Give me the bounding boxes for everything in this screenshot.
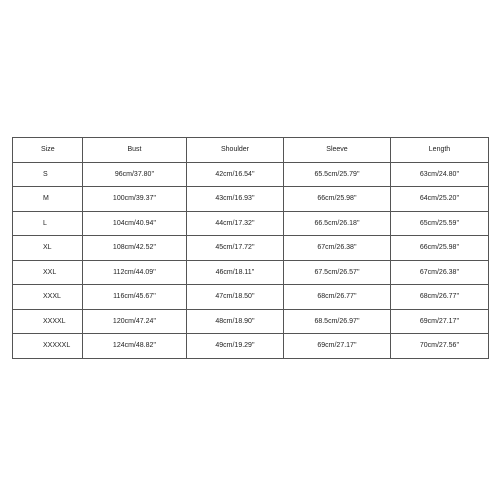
sleeve-cell: 68cm/26.77'' [284,285,391,310]
size-cell: XXXXXL [13,334,83,359]
length-cell: 68cm/26.77'' [391,285,489,310]
shoulder-cell: 45cm/17.72'' [187,236,284,261]
sleeve-cell: 67.5cm/26.57'' [284,260,391,285]
shoulder-cell: 46cm/18.11'' [187,260,284,285]
header-size: Size [13,138,83,163]
header-sleeve: Sleeve [284,138,391,163]
bust-cell: 104cm/40.94'' [83,211,187,236]
size-cell: XXXXL [13,309,83,334]
size-chart-table [12,137,489,359]
length-cell: 63cm/24.80'' [391,162,489,187]
shoulder-cell: 42cm/16.54'' [187,162,284,187]
shoulder-cell: 48cm/18.90'' [187,309,284,334]
length-cell: 67cm/26.38'' [391,260,489,285]
shoulder-cell: 49cm/19.29'' [187,334,284,359]
size-cell: XXXL [13,285,83,310]
table-row [13,187,489,212]
bust-cell: 120cm/47.24'' [83,309,187,334]
table-row [13,260,489,285]
sleeve-cell: 69cm/27.17'' [284,334,391,359]
sleeve-cell: 66cm/25.98'' [284,187,391,212]
size-cell: L [13,211,83,236]
sleeve-cell: 68.5cm/26.97'' [284,309,391,334]
table-row [13,211,489,236]
bust-cell: 112cm/44.09'' [83,260,187,285]
table-row [13,309,489,334]
length-cell: 69cm/27.17'' [391,309,489,334]
header-bust: Bust [83,138,187,163]
size-cell: M [13,187,83,212]
shoulder-cell: 43cm/16.93'' [187,187,284,212]
bust-cell: 116cm/45.67'' [83,285,187,310]
size-cell: XL [13,236,83,261]
table-row [13,162,489,187]
sleeve-cell: 66.5cm/26.18'' [284,211,391,236]
header-shoulder: Shoulder [187,138,284,163]
table-row [13,236,489,261]
header-length: Length [391,138,489,163]
table-row [13,285,489,310]
table-header-row [13,138,489,163]
sleeve-cell: 65.5cm/25.79'' [284,162,391,187]
bust-cell: 108cm/42.52'' [83,236,187,261]
bust-cell: 96cm/37.80'' [83,162,187,187]
shoulder-cell: 44cm/17.32'' [187,211,284,236]
bust-cell: 124cm/48.82'' [83,334,187,359]
length-cell: 64cm/25.20'' [391,187,489,212]
length-cell: 66cm/25.98'' [391,236,489,261]
length-cell: 65cm/25.59'' [391,211,489,236]
table-row [13,334,489,359]
length-cell: 70cm/27.56'' [391,334,489,359]
size-cell: S [13,162,83,187]
sleeve-cell: 67cm/26.38'' [284,236,391,261]
size-cell: XXL [13,260,83,285]
shoulder-cell: 47cm/18.50'' [187,285,284,310]
bust-cell: 100cm/39.37'' [83,187,187,212]
